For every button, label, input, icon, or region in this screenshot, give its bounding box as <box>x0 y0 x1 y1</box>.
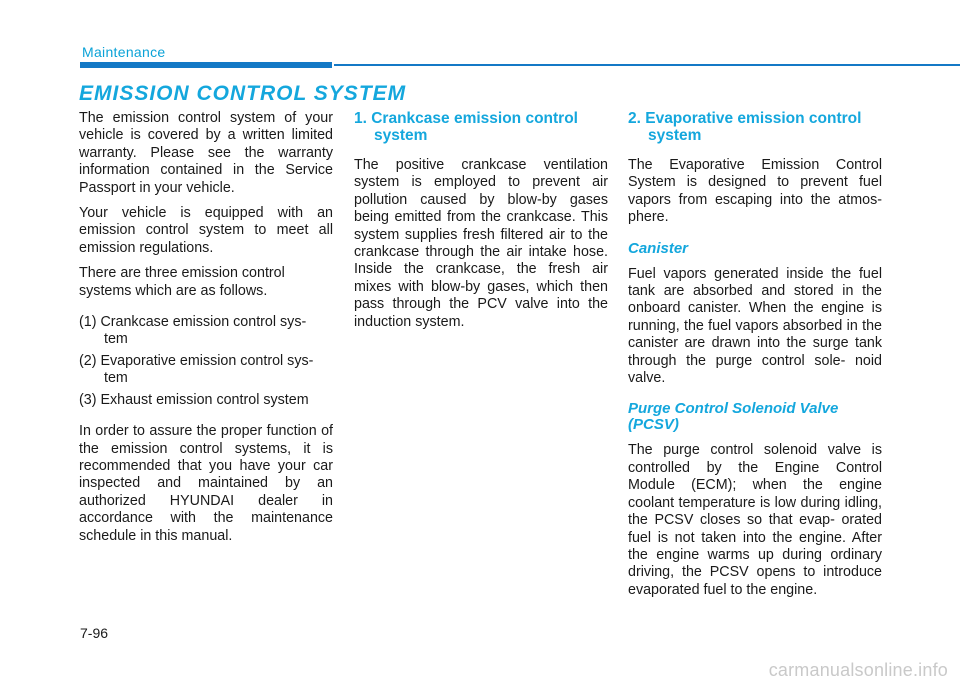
list-item: (2) Evaporative emission control sys- tem <box>79 352 314 387</box>
paragraph-pcsv: The purge control solenoid valve is controlled by the Engine Control Module (ECM); when the engine coolant temperature is low during idling, the PCSV closes so that evap- orated fuel is not taken into the engine. After the engine warms up during ordinary driving, the PCSV opens to introduce evaporated fuel to the engine. <box>628 442 882 598</box>
page-number: 7-96 <box>80 625 109 641</box>
section-label: Maintenance <box>82 44 166 60</box>
paragraph-warranty: The emission control system of your vehicle is covered by a written limited warranty. Please see the warranty information contained in the Service Passport in your vehicle. <box>79 110 333 196</box>
header-rule-thin <box>334 64 960 66</box>
paragraph-canister: Fuel vapors generated inside the fuel tank are absorbed and stored in the onboard canister. When the engine is running, the fuel vapors absorbed in the canister are drawn into the surge tank through the purge control sole- noid valve. <box>628 265 882 387</box>
column-1 <box>79 110 333 553</box>
header-rule-thick <box>80 62 332 68</box>
column-3 <box>628 110 882 607</box>
list-item: (3) Exhaust emission control system <box>79 391 309 408</box>
paragraph-inspection: In order to assure the proper function of the emission control systems, it is recommended that you have your car inspected and maintained by an authorized HYUNDAI dealer in accordance with the maintenance schedule in this manual. <box>79 423 333 544</box>
heading-crankcase: 1. Crankcase emission control system <box>354 110 578 144</box>
subheading-pcsv: Purge Control Solenoid Valve (PCSV) <box>628 400 839 434</box>
column-2 <box>354 110 608 339</box>
heading-evaporative: 2. Evaporative emission control system <box>628 110 862 144</box>
watermark: carmanualsonline.info <box>768 660 948 680</box>
systems-list <box>79 314 333 409</box>
subheading-canister: Canister <box>628 239 689 257</box>
list-item: (1) Crankcase emission control sys- tem <box>79 314 307 348</box>
paragraph-evaporative: The Evaporative Emission Control System is designed to prevent fuel vapors from escaping into the atmos- phere. <box>628 157 882 226</box>
page-title: EMISSION CONTROL SYSTEM <box>79 82 407 105</box>
paragraph-three-systems: There are three emission control systems which are as follows. <box>79 265 285 299</box>
paragraph-crankcase: The positive crankcase ventilation system is employed to prevent air pollution caused by blow-by gases being emitted from the crankcase. This system supplies fresh filtered air to the crankcase through the air intake hose. Inside the crankcase, the fresh air mixes with blow-by gases, which then pass through the PCV valve into the induction system. <box>354 157 608 330</box>
paragraph-equipped: Your vehicle is equipped with an emission control system to meet all emission regulations. <box>79 205 333 256</box>
